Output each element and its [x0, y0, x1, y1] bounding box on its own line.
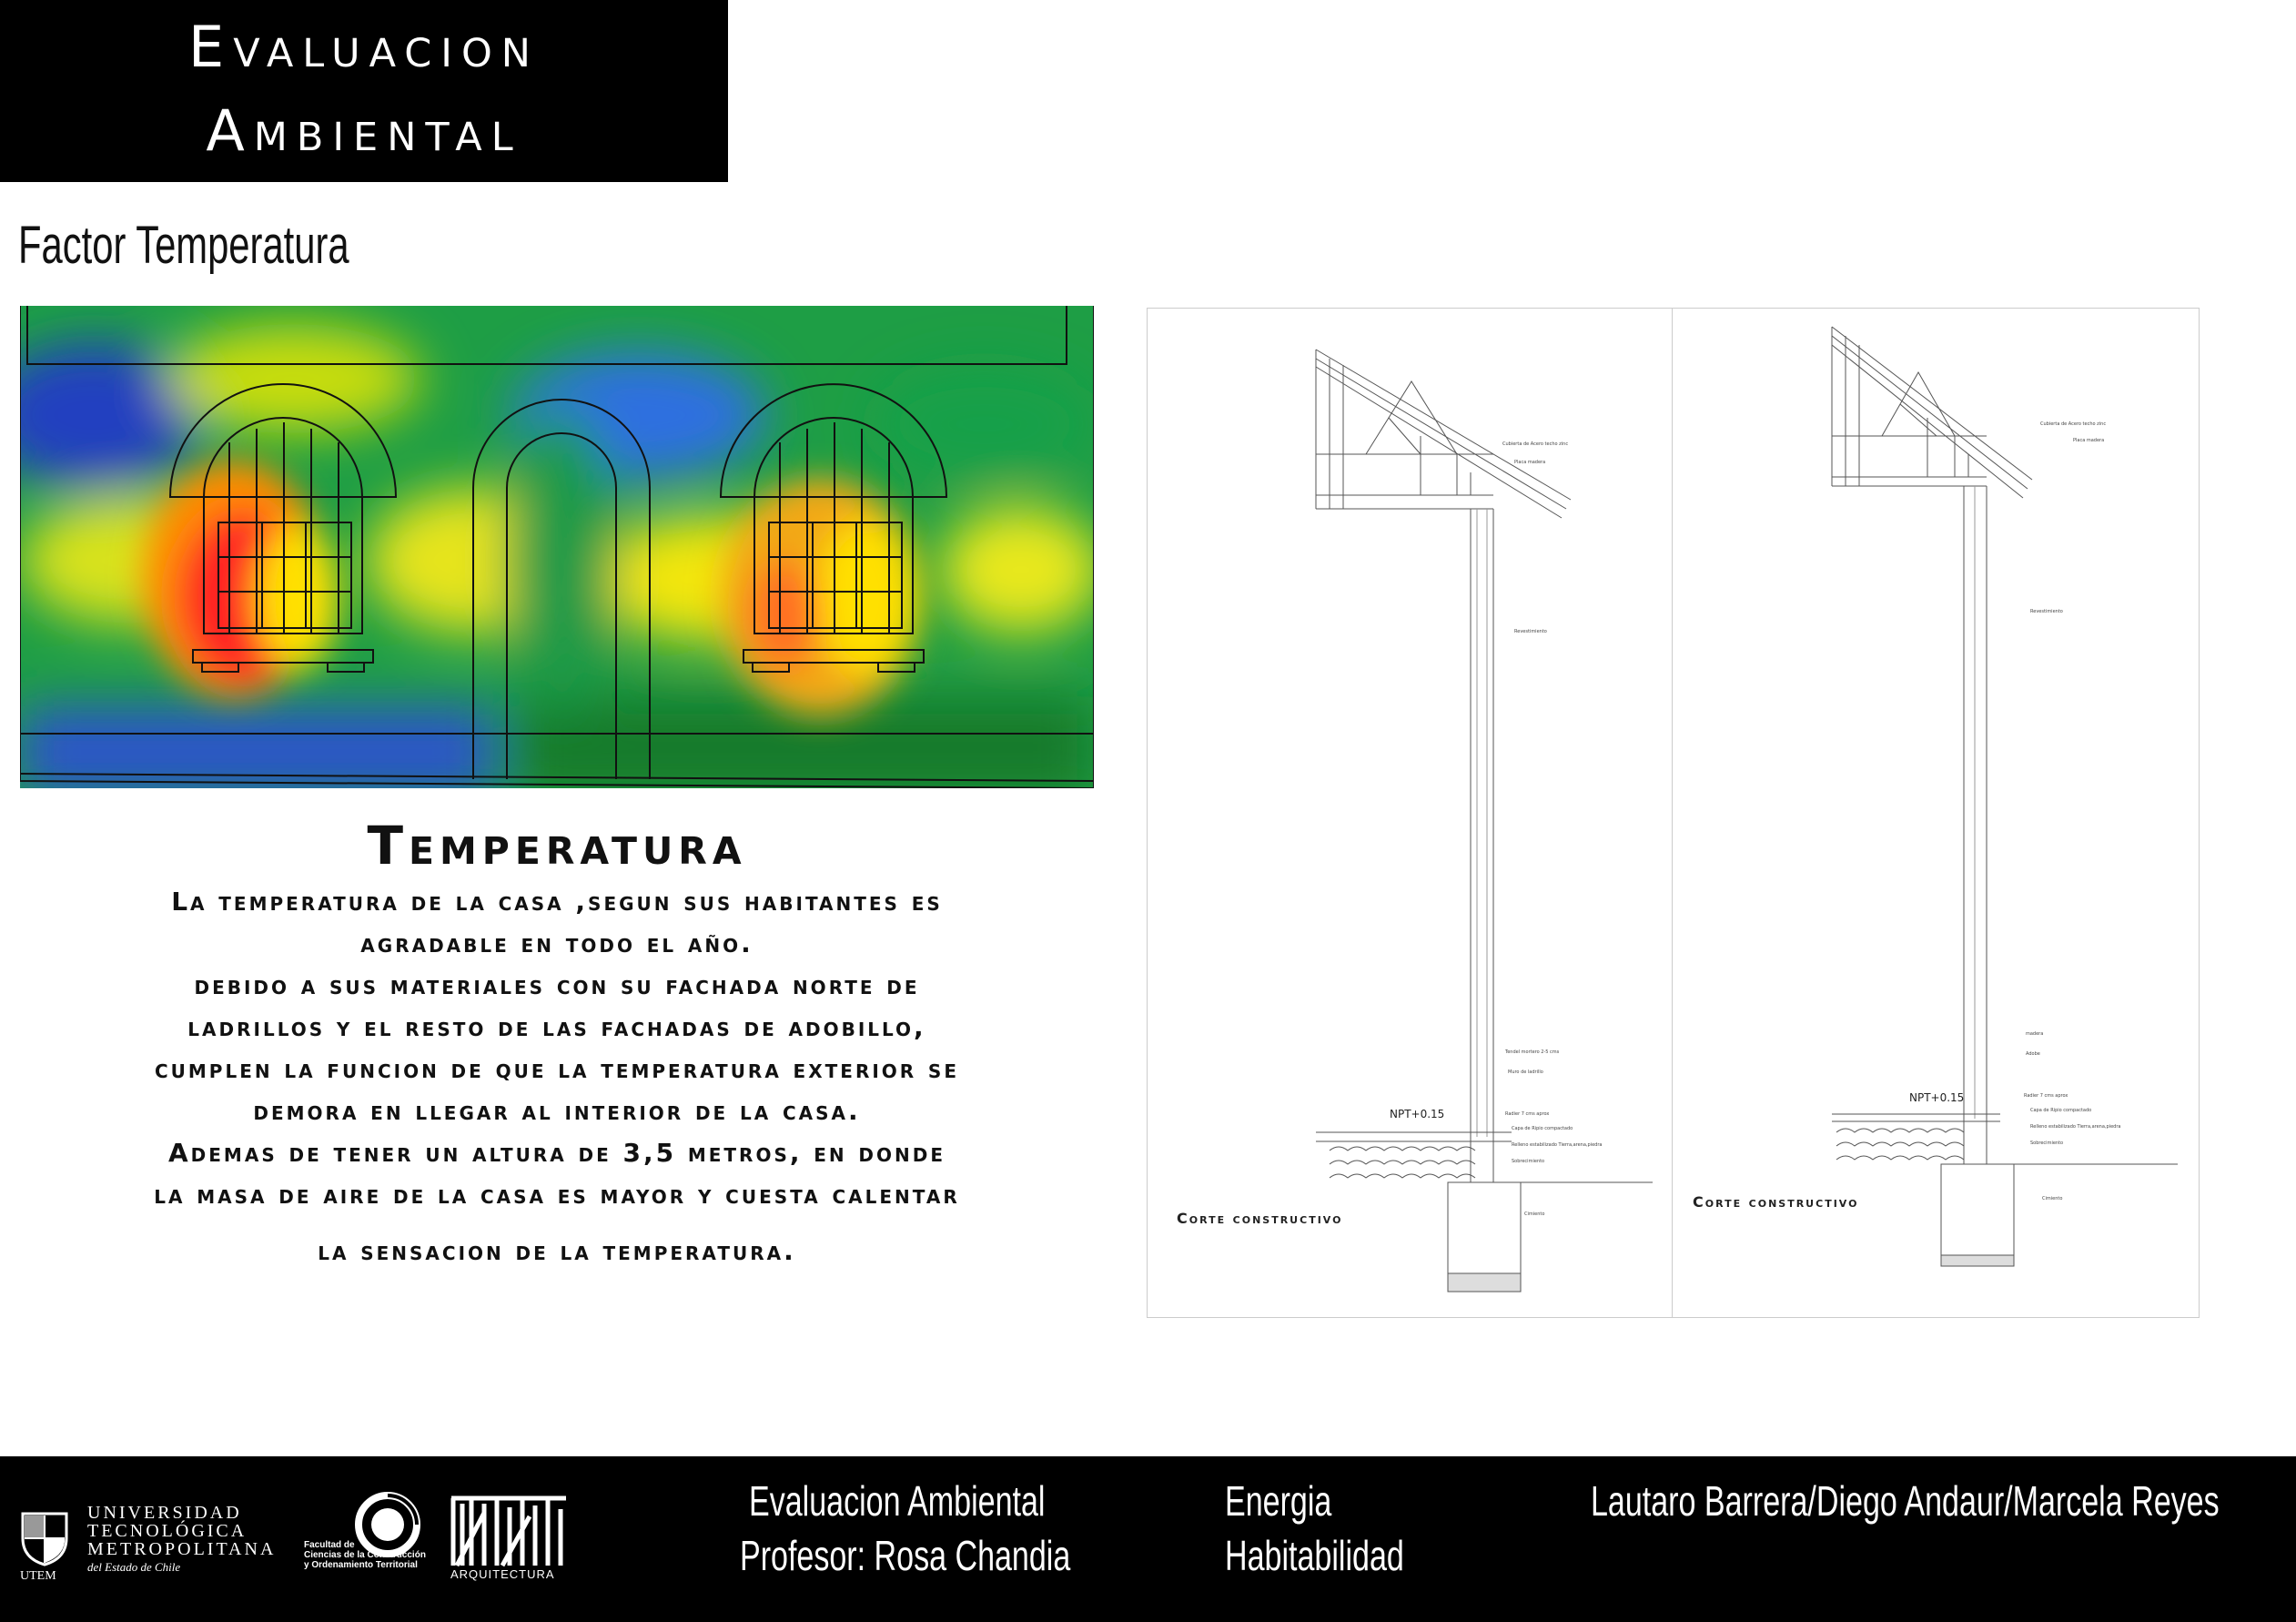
annotation: Radier 7 cms aprox	[1505, 1111, 1550, 1117]
construction-section-drawing-1	[1147, 308, 1674, 1318]
header-title-box	[0, 0, 728, 182]
faculty-name	[304, 1540, 426, 1570]
drawing-label: Corte constructivo	[1177, 1210, 1343, 1227]
annotation: Sobrecimiento	[2030, 1140, 2064, 1146]
university-line: TECNOLÓGICA	[87, 1521, 248, 1541]
temperature-heatmap	[20, 306, 1094, 788]
annotation: Cubierta de Acero techo zinc	[1502, 441, 1569, 447]
utem-shield-icon	[20, 1511, 69, 1567]
body-line: la sensacion de la temperatura.	[318, 1236, 796, 1266]
faculty-line: Ciencias de la Construcción	[304, 1550, 426, 1560]
body-line: La temperatura de la casa ,segun sus habitantes es	[171, 887, 943, 917]
university-line: UNIVERSIDAD	[87, 1503, 242, 1523]
arquitectura-logo-icon	[448, 1495, 571, 1567]
body-line: Ademas de tener un altura de 3,5 metros, en donde	[168, 1138, 946, 1168]
body-line: debido a sus materiales con su fachada norte de	[194, 970, 920, 1000]
footer-course: Evaluacion Ambiental	[749, 1477, 1046, 1525]
footer-professor: Profesor: Rosa Chandia	[740, 1532, 1071, 1579]
university-line: METROPOLITANA	[87, 1539, 277, 1559]
body-line: agradable en todo el año.	[360, 928, 754, 958]
university-subtitle: del Estado de Chile	[87, 1560, 181, 1574]
annotation: Placa madera	[2073, 438, 2105, 443]
header-title-line2: Ambiental	[206, 97, 522, 164]
annotation: Relleno estabilizado Tierra,arena,piedra	[2030, 1124, 2121, 1130]
npt-level: NPT+0.15	[1909, 1091, 1965, 1104]
footer	[0, 1456, 2296, 1622]
annotation: Placa madera	[1514, 460, 1546, 465]
annotation: Radier 7 cms aprox	[2024, 1093, 2068, 1099]
annotation: Revestimiento	[1514, 629, 1547, 634]
annotation: Revestimiento	[2030, 609, 2063, 614]
annotation: Cimiento	[2042, 1196, 2063, 1201]
wall-section-sketch	[1148, 309, 1674, 1317]
drawing-label: Corte constructivo	[1693, 1193, 1859, 1211]
section-title: Temperatura	[367, 815, 747, 877]
annotation: Capa de Ripio compactado	[1512, 1126, 1573, 1131]
annotation: Tendel mortero 2-5 cms	[1505, 1049, 1560, 1055]
body-line: la masa de aire de la casa es mayor y cuesta calentar	[154, 1180, 960, 1210]
utem-acronym: UTEM	[20, 1569, 56, 1583]
wall-section-sketch	[1673, 309, 2199, 1317]
annotation: Adobe	[2026, 1051, 2040, 1057]
annotation: Capa de Ripio compactado	[2030, 1108, 2092, 1113]
section-body	[15, 881, 1099, 1272]
body-line: ladrillos y el resto de las fachadas de adobillo,	[187, 1012, 926, 1042]
faculty-line: y Ordenamiento Territorial	[304, 1560, 418, 1570]
header-title-line1: Evaluacion	[188, 14, 540, 80]
arquitectura-label: ARQUITECTURA	[450, 1567, 555, 1581]
annotation: Cimiento	[1524, 1211, 1545, 1217]
footer-topic-energia: Energia	[1225, 1477, 1332, 1525]
annotation: Relleno estabilizado Tierra,arena,piedra	[1512, 1142, 1603, 1148]
body-line: demora en llegar al interior de la casa.	[253, 1096, 861, 1126]
npt-level: NPT+0.15	[1390, 1108, 1445, 1120]
annotation: Cubierta de Acero techo zinc	[2040, 421, 2107, 427]
footer-topic-habitabilidad: Habitabilidad	[1225, 1532, 1404, 1579]
annotation: madera	[2026, 1031, 2044, 1037]
footer-authors: Lautaro Barrera/Diego Andaur/Marcela Reyes	[1591, 1477, 2220, 1525]
annotation: Muro de ladrillo	[1508, 1070, 1543, 1075]
faculty-prefix: Facultad de	[304, 1540, 355, 1550]
construction-section-drawing-2	[1672, 308, 2200, 1318]
annotation: Sobrecimiento	[1512, 1159, 1545, 1164]
subtitle: Factor Temperatura	[18, 216, 349, 275]
body-line: cumplen la funcion de que la temperatura exterior se	[154, 1054, 960, 1084]
university-name	[87, 1504, 276, 1576]
